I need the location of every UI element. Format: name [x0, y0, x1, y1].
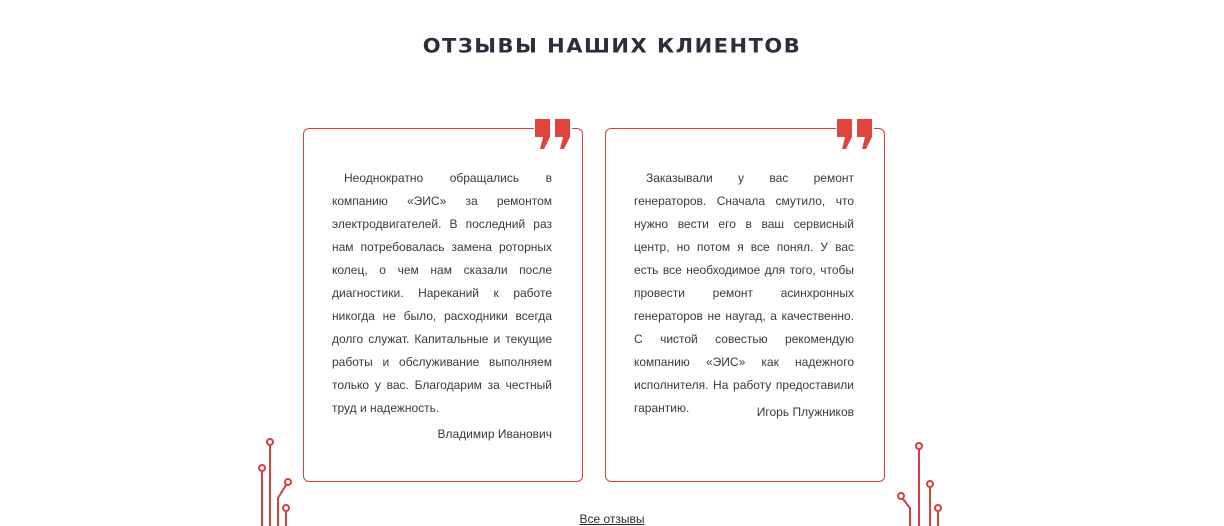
review-card — [605, 128, 885, 482]
section-title: ОТЗЫВЫ НАШИХ КЛИЕНТОВ — [422, 34, 802, 58]
review-author: Владимир Иванович — [437, 427, 552, 441]
review-text: Неоднократно обращались в компанию «ЭИС» за ремонтом электродвигателей. В последний раз нам потребовалась замена роторных колец, о чем нам сказали после диагностики. Нареканий к работе никогда не было, расходники всегда долго служат. Капитальные и текущие работы и обслуживание выполняем только у вас. Благодарим за честный труд и надежность. — [332, 171, 552, 415]
review-card — [303, 128, 583, 482]
circuit-decoration-icon — [252, 434, 302, 526]
circuit-decoration-icon — [892, 436, 950, 526]
all-reviews-link-wrap — [0, 512, 1224, 526]
quote-icon — [534, 119, 572, 151]
review-text: Заказывали у вас ремонт генераторов. Сначала смутило, что нужно вести его в ваш сервисный центр, но потом я все понял. У вас есть все необходимое для того, чтобы провести ремонт асинхронных генераторов не наугад, а качественно. С чистой совестью рекомендую компанию «ЭИС» как надежного исполнителя. На работу предоставили гарантию. — [634, 171, 854, 415]
all-reviews-link[interactable]: Все отзывы — [579, 512, 645, 526]
quote-icon — [836, 119, 874, 151]
review-author: Игорь Плужников — [756, 405, 854, 419]
